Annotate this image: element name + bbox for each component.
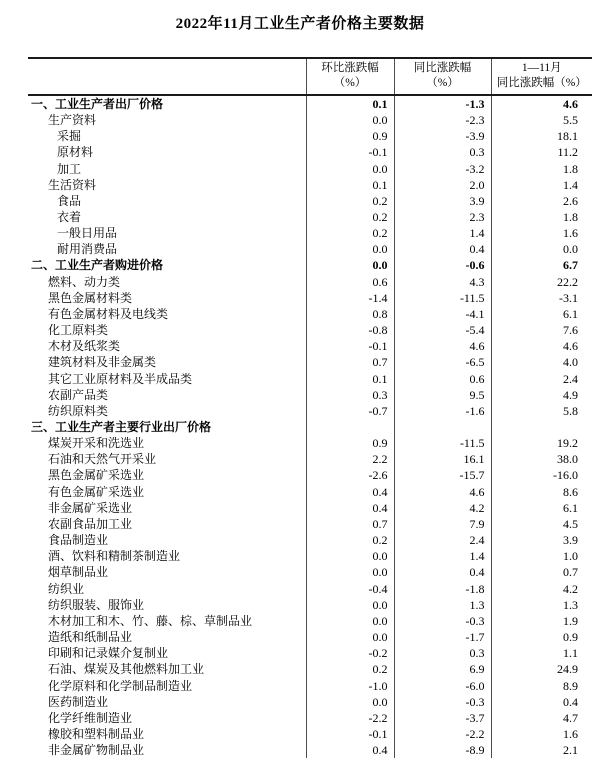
header-cumulative-change (491, 58, 592, 95)
table-row (28, 451, 592, 467)
row-label: 有色金属材料及电线类 (48, 306, 169, 321)
row-value: 0.9 (491, 629, 592, 645)
header-cum-line2: 同比涨跌幅（%） (496, 76, 587, 89)
row-value: 0.3 (394, 144, 491, 160)
row-value: -1.7 (394, 629, 491, 645)
row-value: 0.4 (306, 500, 394, 516)
row-label: 石油、煤炭及其他燃料加工业 (48, 662, 205, 677)
row-value: -0.2 (306, 645, 394, 661)
row-label: 石油和天然气开采业 (48, 452, 157, 467)
row-value: 4.6 (394, 484, 491, 500)
row-value: 4.6 (491, 338, 592, 354)
row-label: 食品 (57, 193, 82, 208)
row-value: 4.3 (394, 274, 491, 290)
page-title: 2022年11月工业生产者价格主要数据 (175, 16, 425, 32)
row-value: 0.0 (306, 112, 394, 128)
row-value: 0.8 (306, 306, 394, 322)
row-value: -16.0 (491, 467, 592, 483)
row-value: 1.4 (394, 548, 491, 564)
table-row (28, 500, 592, 516)
row-value: 8.6 (491, 484, 592, 500)
row-value: 0.0 (306, 629, 394, 645)
row-value: 22.2 (491, 274, 592, 290)
row-value: 11.2 (491, 144, 592, 160)
row-value: 0.7 (491, 564, 592, 580)
table-row (28, 274, 592, 290)
row-value: 0.0 (306, 597, 394, 613)
row-value: 4.2 (491, 581, 592, 597)
row-value: 7.6 (491, 322, 592, 338)
table-row (28, 629, 592, 645)
row-label: 有色金属矿采选业 (48, 484, 145, 499)
table-row (28, 95, 592, 112)
row-value: 0.0 (306, 564, 394, 580)
row-label: 建筑材料及非金属类 (48, 355, 157, 370)
row-value: 1.8 (491, 161, 592, 177)
table-row (28, 241, 592, 257)
row-label: 纺织原料类 (48, 403, 109, 418)
row-label: 黑色金属矿采选业 (48, 468, 145, 483)
row-value: 19.2 (491, 435, 592, 451)
row-value: 0.1 (306, 371, 394, 387)
row-value: 24.9 (491, 661, 592, 677)
row-value: -0.3 (394, 613, 491, 629)
table-row (28, 128, 592, 144)
row-value: -1.0 (306, 678, 394, 694)
row-label: 其它工业原材料及半成品类 (48, 371, 193, 386)
row-label: 耐用消费品 (57, 242, 118, 257)
table-row (28, 177, 592, 193)
table-row (28, 645, 592, 661)
row-value: 2.3 (394, 209, 491, 225)
row-value: -1.6 (394, 403, 491, 419)
price-data-table (28, 57, 592, 758)
row-value: 1.6 (491, 225, 592, 241)
header-row (28, 58, 592, 95)
row-value: 38.0 (491, 451, 592, 467)
row-value: -0.1 (306, 726, 394, 742)
header-yoy-line1: 同比涨跌幅 (413, 62, 472, 74)
row-value (306, 419, 394, 435)
table-row (28, 403, 592, 419)
row-value: -0.7 (306, 403, 394, 419)
row-label: 黑色金属材料类 (48, 290, 133, 305)
row-value: 0.2 (306, 661, 394, 677)
row-value: 2.0 (394, 177, 491, 193)
row-value: 0.0 (306, 257, 394, 273)
table-row (28, 371, 592, 387)
row-value: 6.1 (491, 306, 592, 322)
table-row (28, 257, 592, 273)
row-value: -0.6 (394, 257, 491, 273)
row-value: 0.0 (306, 161, 394, 177)
table-row (28, 564, 592, 580)
row-value (394, 419, 491, 435)
row-label: 烟草制品业 (48, 565, 109, 580)
row-value: 0.2 (306, 193, 394, 209)
row-value: 3.9 (491, 532, 592, 548)
row-value: 0.2 (306, 209, 394, 225)
row-value: 4.6 (394, 338, 491, 354)
row-value: 0.4 (491, 694, 592, 710)
row-value: 1.3 (394, 597, 491, 613)
row-value: -2.6 (306, 467, 394, 483)
row-value: 0.7 (306, 354, 394, 370)
row-value: 4.0 (491, 354, 592, 370)
row-value: -0.8 (306, 322, 394, 338)
row-value: -0.4 (306, 581, 394, 597)
row-value: 0.4 (394, 564, 491, 580)
row-value: -0.1 (306, 338, 394, 354)
row-label: 化学纤维制造业 (48, 710, 133, 725)
table-row (28, 467, 592, 483)
header-yoy-line2: （%） (426, 76, 459, 89)
row-value: -1.8 (394, 581, 491, 597)
row-value: 4.2 (394, 500, 491, 516)
table-row (28, 193, 592, 209)
row-value: 2.6 (491, 193, 592, 209)
row-value: 0.1 (306, 177, 394, 193)
row-label: 煤炭开采和洗选业 (48, 436, 145, 451)
table-row (28, 306, 592, 322)
table-row (28, 354, 592, 370)
table-row (28, 290, 592, 306)
row-value: 8.9 (491, 678, 592, 694)
row-value: 0.0 (306, 548, 394, 564)
row-value: 1.3 (491, 597, 592, 613)
row-value: 0.6 (306, 274, 394, 290)
row-label: 造纸和纸制品业 (48, 630, 133, 645)
table-row (28, 161, 592, 177)
row-value: 2.2 (306, 451, 394, 467)
header-yoy-change (394, 58, 491, 95)
row-value: 0.0 (306, 613, 394, 629)
row-value: -3.7 (394, 710, 491, 726)
row-value: 7.9 (394, 516, 491, 532)
row-label: 生活资料 (48, 177, 97, 192)
row-value: -2.2 (394, 726, 491, 742)
row-value: -0.1 (306, 144, 394, 160)
table-row (28, 710, 592, 726)
row-value: -3.1 (491, 290, 592, 306)
row-value: 0.2 (306, 225, 394, 241)
table-row (28, 112, 592, 128)
header-cum-line1: 1—11月 (521, 62, 562, 74)
row-value: 1.6 (491, 726, 592, 742)
table-row (28, 225, 592, 241)
row-value: 0.0 (306, 694, 394, 710)
table-row (28, 322, 592, 338)
row-value: 1.0 (491, 548, 592, 564)
row-value: 4.9 (491, 387, 592, 403)
row-value: 0.9 (306, 435, 394, 451)
row-value: 0.4 (394, 241, 491, 257)
row-label: 化学原料和化学制品制造业 (48, 678, 193, 693)
row-value: 9.5 (394, 387, 491, 403)
row-value: 6.1 (491, 500, 592, 516)
table-row (28, 387, 592, 403)
row-value: 0.0 (491, 241, 592, 257)
row-label: 印刷和记录媒介复制业 (48, 646, 169, 661)
row-value: 0.0 (306, 241, 394, 257)
row-value: -4.1 (394, 306, 491, 322)
row-value: 2.1 (491, 742, 592, 758)
row-value: 1.4 (491, 177, 592, 193)
header-mom-change (306, 58, 394, 95)
row-value: 16.1 (394, 451, 491, 467)
table-body (28, 95, 592, 758)
row-value: 1.9 (491, 613, 592, 629)
row-value: 4.7 (491, 710, 592, 726)
row-label: 一、工业生产者出厂价格 (31, 96, 164, 111)
row-label: 一般日用品 (57, 226, 118, 241)
table-row (28, 694, 592, 710)
row-value: 0.7 (306, 516, 394, 532)
row-label: 采掘 (57, 129, 82, 144)
row-value: -2.3 (394, 112, 491, 128)
row-value: -3.9 (394, 128, 491, 144)
table-row (28, 726, 592, 742)
row-label: 生产资料 (48, 113, 97, 128)
row-label: 化工原料类 (48, 323, 109, 338)
row-value: -6.5 (394, 354, 491, 370)
row-value: 1.1 (491, 645, 592, 661)
row-value: 5.5 (491, 112, 592, 128)
row-value: 1.4 (394, 225, 491, 241)
row-value: 0.4 (306, 484, 394, 500)
row-value: 18.1 (491, 128, 592, 144)
row-value: 0.4 (306, 742, 394, 758)
row-value: 2.4 (394, 532, 491, 548)
header-mom-line2: （%） (333, 76, 367, 89)
row-value: 0.1 (306, 95, 394, 112)
row-label: 农副食品加工业 (48, 516, 133, 531)
table-row (28, 678, 592, 694)
row-label: 衣着 (57, 209, 82, 224)
table-row (28, 597, 592, 613)
row-value: 1.8 (491, 209, 592, 225)
row-label: 木材加工和木、竹、藤、棕、草制品业 (48, 613, 253, 628)
table-row (28, 532, 592, 548)
table-row (28, 661, 592, 677)
row-label: 酒、饮料和精制茶制造业 (48, 549, 181, 564)
row-label: 三、工业生产者主要行业出厂价格 (31, 420, 212, 434)
row-value: -11.5 (394, 435, 491, 451)
row-value: -1.4 (306, 290, 394, 306)
table-row (28, 435, 592, 451)
row-value: 6.9 (394, 661, 491, 677)
row-value: -5.4 (394, 322, 491, 338)
table-row (28, 144, 592, 160)
row-value: -0.3 (394, 694, 491, 710)
row-value: 0.3 (306, 387, 394, 403)
table-row (28, 419, 592, 435)
header-mom-line1: 环比涨跌幅 (321, 62, 379, 74)
row-label: 原材料 (57, 145, 94, 160)
table-row (28, 338, 592, 354)
table-row (28, 484, 592, 500)
row-value: 0.6 (394, 371, 491, 387)
row-value: 4.5 (491, 516, 592, 532)
row-label: 二、工业生产者购进价格 (31, 258, 164, 273)
row-value: 4.6 (491, 95, 592, 112)
row-label: 纺织服装、服饰业 (48, 597, 145, 612)
header-corner (28, 58, 306, 95)
row-label: 非金属矿物制品业 (48, 743, 145, 758)
row-label: 医药制造业 (48, 694, 109, 709)
row-label: 食品制造业 (48, 533, 109, 548)
row-label: 木材及纸浆类 (48, 339, 121, 354)
row-value: -3.2 (394, 161, 491, 177)
row-label: 纺织业 (48, 581, 85, 596)
row-label: 橡胶和塑料制品业 (48, 726, 145, 741)
row-label: 燃料、动力类 (48, 274, 121, 289)
row-value (491, 419, 592, 435)
table-row (28, 516, 592, 532)
row-value: 6.7 (491, 257, 592, 273)
table-row (28, 613, 592, 629)
row-value: -11.5 (394, 290, 491, 306)
table-row (28, 581, 592, 597)
row-value: 3.9 (394, 193, 491, 209)
row-value: -6.0 (394, 678, 491, 694)
row-value: -8.9 (394, 742, 491, 758)
row-value: 0.9 (306, 128, 394, 144)
row-label: 非金属矿采选业 (48, 500, 133, 515)
row-value: -15.7 (394, 467, 491, 483)
row-label: 农副产品类 (48, 387, 109, 402)
table-row (28, 209, 592, 225)
table-row (28, 548, 592, 564)
row-value: 0.2 (306, 532, 394, 548)
row-value: -2.2 (306, 710, 394, 726)
row-value: 5.8 (491, 403, 592, 419)
row-value: 2.4 (491, 371, 592, 387)
row-label: 加工 (57, 161, 82, 176)
row-value: -1.3 (394, 95, 491, 112)
row-value: 0.3 (394, 645, 491, 661)
